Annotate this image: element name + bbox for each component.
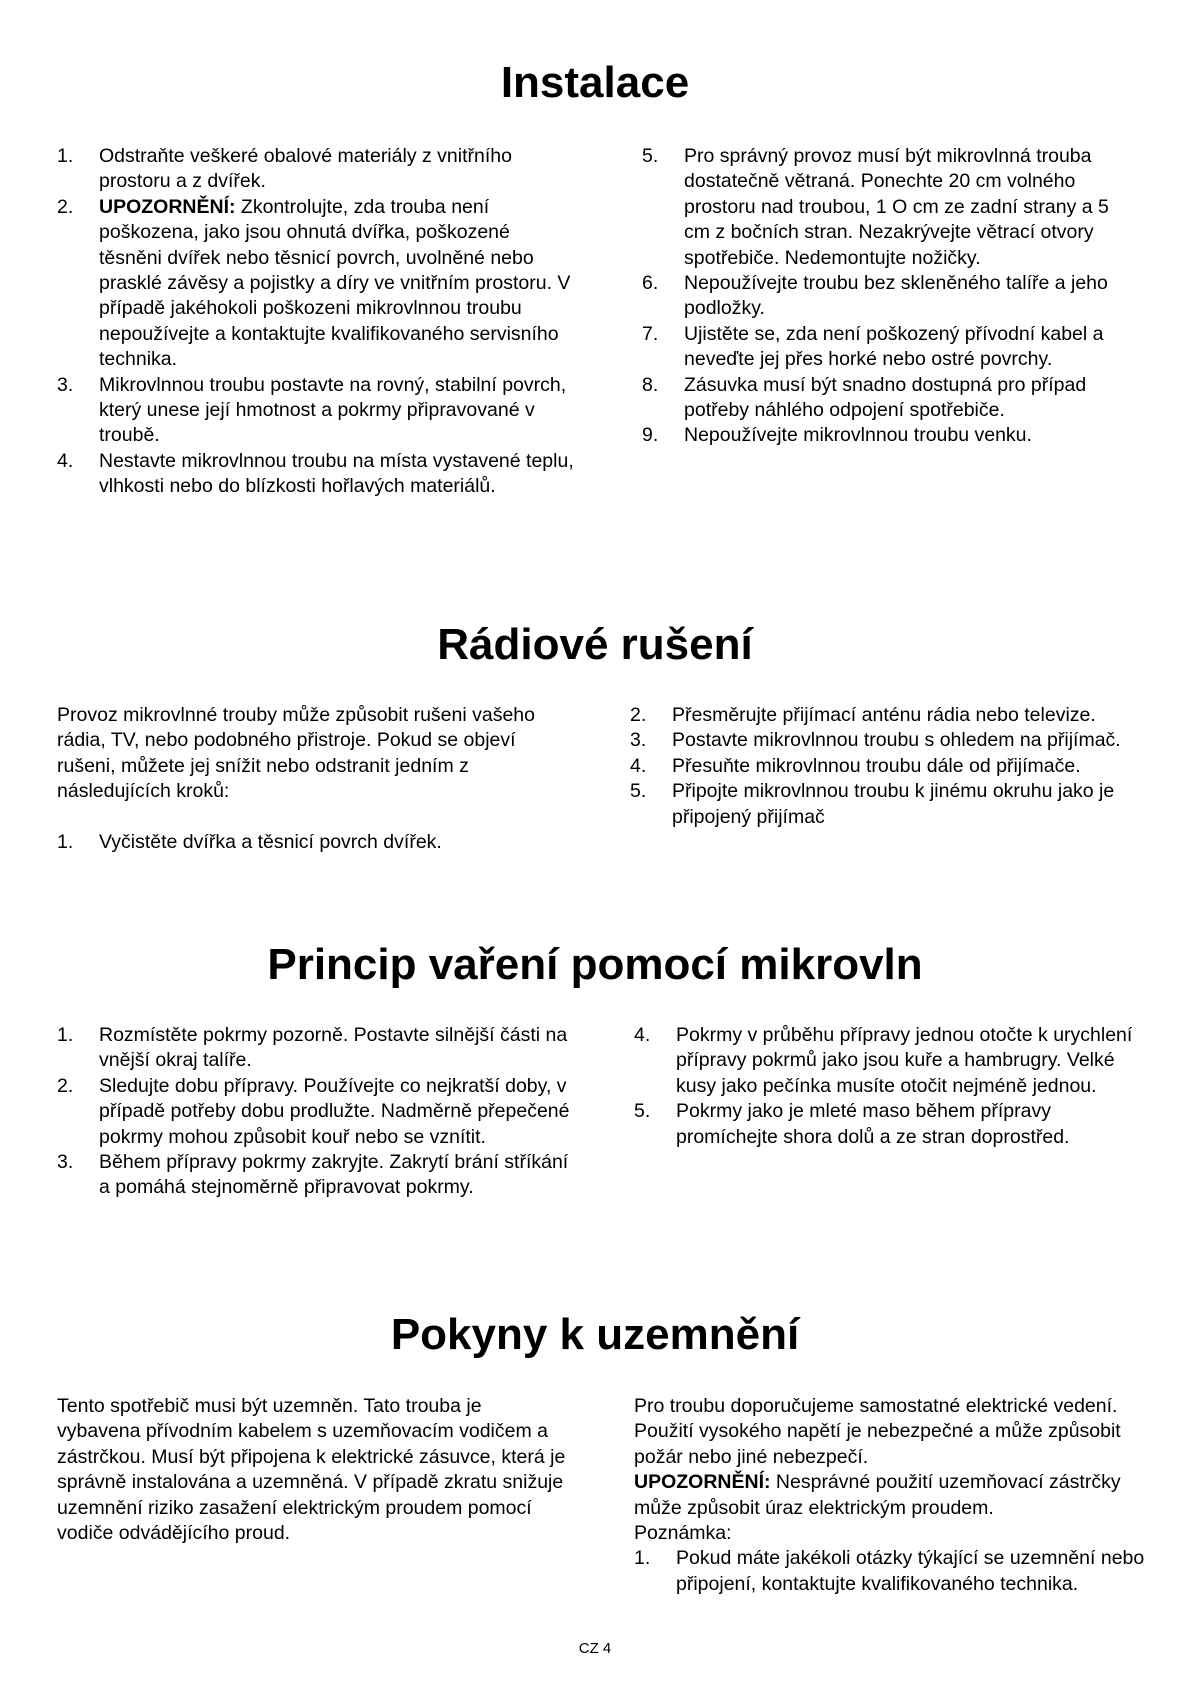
pokyny-left-column [57,1394,567,1546]
list-item: 2. Sledujte dobu přípravy. Používejte co nejkratší doby, v případě potřeby dobu prodlužte. Nadměrně přepečené pokrmy mohou způsobit kouř nebo se vznítit. [57,1074,570,1148]
list-item: 3. Mikrovlnnou troubu postavte na rovný, stabilní povrch, který unese její hmotnost a pokrmy připravované v troubě. [57,373,567,447]
list-item: 1. Vyčistěte dvířka a těsnicí povrch dvířek. [57,830,442,853]
radiove-left-column [57,703,577,855]
list-item: 5. Pro správný provoz musí být mikrovlnná trouba dostatečně větraná. Ponechte 20 cm volného prostoru nad troubou, 1 O cm ze zadní strany a 5 cm z bočních stran. Nezakrývejte větrací otvory spotřebiče. Nedemontujte nožičky. [642,145,1109,269]
list-item: 6. Nepoužívejte troubu bez skleněného talíře a jeho podložky. [642,272,1108,320]
princip-left-column [57,1023,577,1201]
warning-label: UPOZORNĚNÍ: [634,1471,771,1494]
note-label: Poznámka: [634,1522,732,1545]
pokyny-right-column [634,1394,1149,1597]
section-title-radiove-ruseni: Rádiové rušení [437,620,753,669]
list-item: 9. Nepoužívejte mikrovlnnou troubu venku. [642,424,1032,447]
section-title-princip: Princip vaření pomocí mikrovln [267,940,923,989]
princip-right-column [634,1023,1144,1150]
list-item: 1. Pokud máte jakékoli otázky týkající se uzemnění nebo připojení, kontaktujte kvalifikovaného technika. [634,1547,1145,1595]
instalace-right-column [642,144,1137,449]
section-title-instalace: Instalace [500,58,690,107]
list-item: 5. Pokrmy jako je mleté maso během přípravy promíchejte shora dolů a ze stran doprostřed. [634,1100,1070,1148]
list-item: 1. Odstraňte veškeré obalové materiály z vnitřního prostoru a z dvířek. [57,145,512,193]
warning-paragraph: UPOZORNĚNÍ: Nesprávné použití uzemňovací zástrčky může způsobit úraz elektrickým proudem. [634,1471,1121,1519]
list-item: 2. UPOZORNĚNÍ: Zkontrolujte, zda trouba není poškozena, jako jsou ohnutá dvířka, poškozené těsněni dvířek nebo těsnicí povrch, uvolněné nebo prasklé závěsy a pojistky a díry ve vnitřním prostoru. V případě jakéhokoli poškozeni mikrovlnnou troubu nepoužívejte a kontaktujte kvalifikovaného servisního technika. [57,195,571,371]
paragraph: Provoz mikrovlnné trouby může způsobit rušeni vašeho rádia, TV, nebo podobného přistroje. Pokud se objeví rušeni, můžete jej snížit nebo odstranit jedním z následujících kroků: [57,704,535,803]
list-item: 3. Postavte mikrovlnnou troubu s ohledem na přijímač. [630,729,1121,752]
list-item: 1. Rozmístěte pokrmy pozorně. Postavte silnější části na vnější okraj talíře. [57,1024,568,1072]
paragraph: Pro troubu doporučujeme samostatné elektrické vedení. Použití vysokého napětí je nebezpečné a může způsobit požár nebo jiné nebezpečí. [634,1395,1121,1468]
instalace-left-column [57,144,577,500]
page-number: CZ 4 [578,1640,612,1657]
list-item: 7. Ujistěte se, zda není poškozený přívodní kabel a neveďte jej přes horké nebo ostré povrchy. [642,322,1104,371]
list-item: 4. Přesuňte mikrovlnnou troubu dále od přijímače. [630,754,1081,777]
list-item: 8. Zásuvka musí být snadno dostupná pro případ potřeby náhlého odpojení spotřebiče. [642,373,1087,422]
list-item: 2. Přesměrujte přijímací anténu rádia nebo televize. [630,704,1096,726]
warning-label: UPOZORNĚNÍ: [99,195,236,218]
list-item: 3. Během přípravy pokrmy zakryjte. Zakrytí brání stříkání a pomáhá stejnoměrně připravovat pokrmy. [57,1151,569,1199]
radiove-right-column [630,703,1140,830]
list-item: 4. Pokrmy v průběhu přípravy jednou otočte k urychlení přípravy pokrmů jako jsou kuře a hambrugry. Velké kusy jako pečínka musíte otočit nejméně jednou. [634,1024,1133,1097]
list-item: 5. Připojte mikrovlnnou troubu k jinému okruhu jako je připojený přijímač [630,780,1115,828]
section-title-pokyny: Pokyny k uzemnění [390,1310,800,1359]
list-item: 4. Nestavte mikrovlnnou troubu na místa vystavené teplu, vlhkosti nebo do blízkosti hořlavých materiálů. [57,449,574,498]
paragraph: Tento spotřebič musi být uzemněn. Tato trouba je vybavena přívodním kabelem s uzemňovacím vodičem a zástrčkou. Musí být připojena k elektrické zásuvce, která je správně instalována a uzemněná. V případě zkratu snižuje uzemnění riziko zasažení elektrickým proudem pomocí vodiče odvádějícího proud. [57,1395,566,1545]
